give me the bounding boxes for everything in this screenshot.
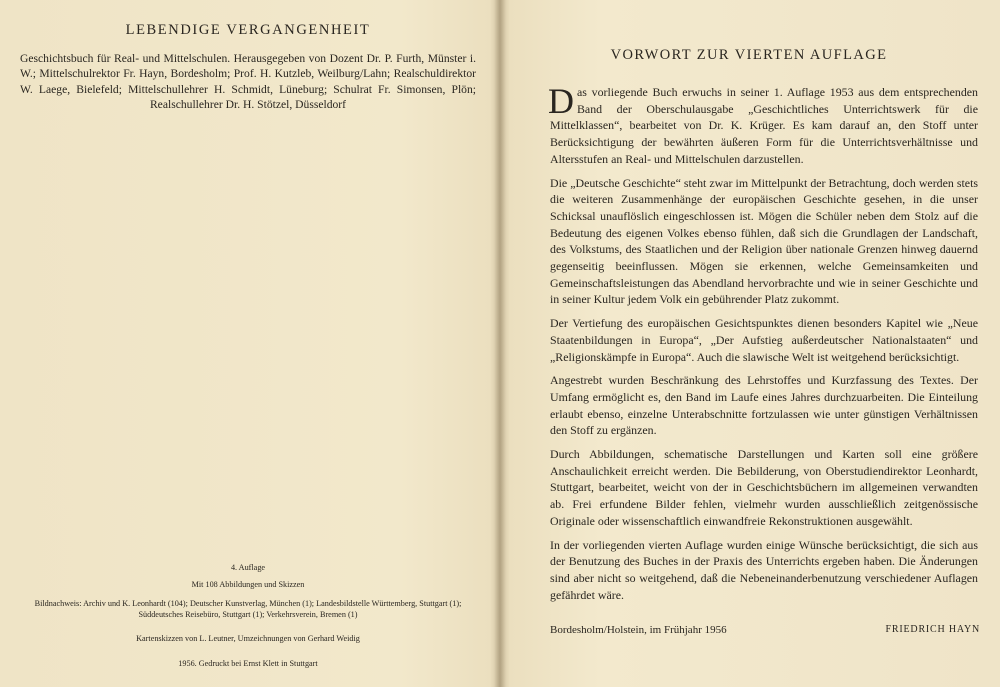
preface-title: VORWORT ZUR VIERTEN AUFLAGE [610,47,888,63]
paragraph: Der Vertiefung des europäischen Gesichtspunktes dienen besonders Kapitel wie „Neue Staatenbildungen in Europa“, „Der Aufstieg außerdeutscher Nationalstaaten“ und „Religionskämpfe in Europa“. Auch die slawische Welt ist weitgehend berücksichtigt. [550,316,978,364]
paragraph: Die „Deutsche Geschichte“ steht zwar im Mittelpunkt der Betrachtung, doch werden stets die weiteren Zusammenhänge der europäischen Geschichte gesehen, in die unser Schicksal unauflöslich eingeschlossen ist. Mögen die Schüler neben dem Stolz auf die Bedeutung des eigenen Volkes ebenso fühlen, daß sich die Grundlagen der Landschaft, des Volkstums, des Staatlichen und der Religion über nationale Grenzen hinweg dauernd gegenseitig beeinflussen. Mögen sie erkennen, welche Gemeinsamkeiten und Gemeinschaftsleistungen das Abendland hervorbrachte und wie in seiner Geschichte und in seiner Kultur jedem Volk ein gebührender Platz zukommt. [550,175,978,307]
paragraph: Angestrebt wurden Beschränkung des Lehrstoffes und Kurzfassung des Textes. Der Umfang ermöglicht es, den Band im Laufe eines Jahres durchzuarbeiten. Die Einteilung erlaubt ebenso, einzelne Unterabschnitte fortzulassen wie unter günstigen Verhältnissen den Stoff zu ergänzen. [550,373,978,438]
edition-note: 4. Auflage [230,563,266,572]
series-description: Geschichtsbuch für Real- und Mittelschulen. Herausgegeben von Dozent Dr. P. Furth, Münster i. W.; Mittelschulrektor Fr. Hayn, Bordesholm; Prof. H. Kutzleb, Weilburg/Lahn; Realschuldirektor W. Laege, Bielefeld; Mittelschullehrer H. Schmidt, Lüneburg; Schulrat Fr. Simonsen, Plön; Realschullehrer Dr. H. Stötzel, Düsseldorf [20,52,476,112]
printer-note: 1956. Gedruckt bei Ernst Klett in Stuttgart [178,659,318,668]
drop-cap: D [548,81,574,121]
place-date: Bordesholm/Holstein, im Frühjahr 1956 [550,624,727,636]
map-credits: Kartenskizzen von L. Leutner, Umzeichnungen von Gerhard Weidig [136,634,360,643]
paragraph-text: as vorliegende Buch erwuchs in seiner 1. Auflage 1953 aus dem entsprechenden Band der Oberschulausgabe „Geschichtliches Unterrichtswerk für die Mittelklassen“, bearbeitet von Dr. K. Krüger. Es kam darauf an, den Stoff unter Berücksichtigung der bewährten äußeren Form für die Unterrichtsverhältnisse und Altersstufen an Real- und Mittelschulen darzustellen. [550,85,978,166]
right-page [504,0,1000,687]
series-title: LEBENDIGE VERGANGENHEIT [125,22,371,38]
author-name: FRIEDRICH HAYN [885,624,980,635]
paragraph: Durch Abbildungen, schematische Darstellungen und Karten soll eine größere Anschaulichkeit erreicht werden. Die Bebilderung, von Oberstudiendirektor Leonhardt, Stuttgart, bearbeitet, weicht von der in Geschichtsbüchern im allgemeinen verwandten ab. Frei erfundene Bilder fehlen, vielmehr wurden ausschließlich zeitgenössische Originale oder wissenschaftlich einwandfreie Rekonstruktionen ausgewählt. [550,447,978,528]
illustrations-note: Mit 108 Abbildungen und Skizzen [191,580,305,589]
left-page [0,0,496,687]
picture-credits: Bildnachweis: Archiv und K. Leonhardt (104); Deutscher Kunstverlag, München (1); Landesbildstelle Württemberg, Stuttgart (1); Süddeutsches Reisebüro, Stuttgart (1); Verkehrsverein, Bremen (1) [34,599,462,619]
paragraph: In der vorliegenden vierten Auflage wurden einige Wünsche berücksichtigt, die sich aus der Benutzung des Buches in der Praxis des Unterrichts ergeben haben. Die Änderungen sind aber nicht so weitgehend, daß die Nebeneinanderbenutzung verschiedener Auflagen gefährdet wäre. [550,537,978,602]
preface-body [548,81,978,610]
paragraph [548,81,978,168]
